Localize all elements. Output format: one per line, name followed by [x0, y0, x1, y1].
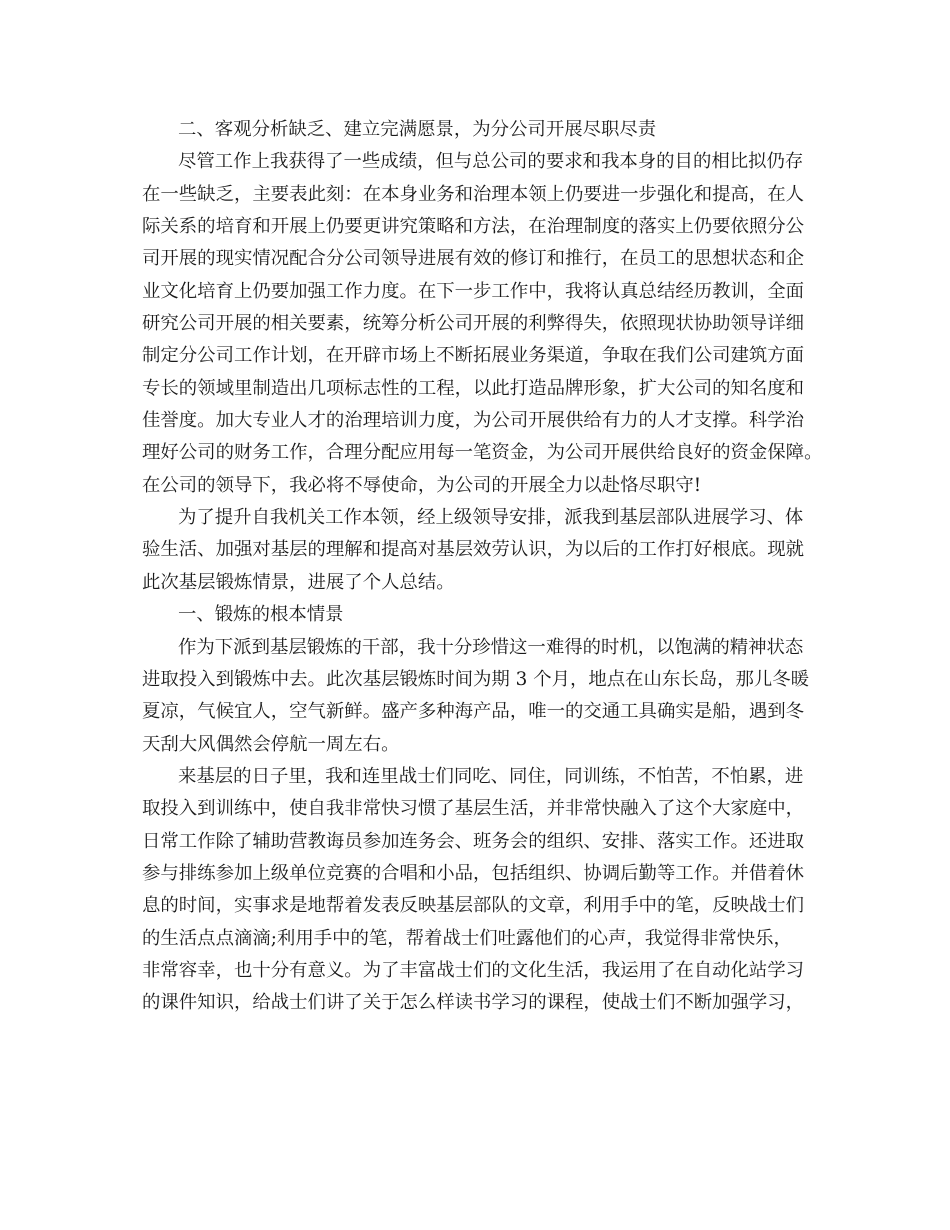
text-line: 验生活、加强对基层的理解和提高对基层效劳认识，为以后的工作打好根底。现就 [142, 539, 805, 561]
text-line: 息的时间，实事求是地帮着发表反映基层部队的文章，利用手中的笔，反映战士们 [142, 895, 805, 917]
text-line: 天刮大风偶然会停航一周左右。 [142, 733, 400, 755]
text-line: 非常容幸，也十分有意义。为了丰富战士们的文化生活，我运用了在自动化站学习 [142, 959, 805, 981]
text-line: 取投入到训练中，使自我非常快习惯了基层生活，并非常快融入了这个大家庭中， [142, 798, 805, 820]
text-line: 进取投入到锻炼中去。此次基层锻炼时间为期 3 个月，地点在山东长岛，那儿冬暖 [142, 668, 810, 690]
text-line: 一、锻炼的根本情景 [178, 604, 344, 626]
text-line: 二、客观分析缺乏、建立完满愿景，为分公司开展尽职尽责 [178, 119, 657, 140]
document-body [142, 114, 823, 1020]
text-line: 在一些缺乏，主要表此刻：在本身业务和治理本领上仍要进一步强化和提高，在人 [142, 183, 805, 205]
text-line: 司开展的现实情况配合分公司领导进展有效的修订和推行，在员工的思想状态和企 [142, 248, 805, 270]
text-line: 的生活点点滴滴;利用手中的笔，帮着战士们吐露他们的心声，我觉得非常快乐， [142, 927, 792, 949]
text-line: 参与排练参加上级单位竞赛的合唱和小品，包括组织、协调后勤等工作。并借着休 [142, 862, 805, 884]
text-line: 日常工作除了辅助营教诲员参加连务会、班务会的组织、安排、落实工作。还进取 [142, 830, 805, 852]
text-line: 夏凉，气候宜人，空气新鲜。盛产多种海产品，唯一的交通工具确实是船，遇到冬 [142, 701, 805, 723]
text-line: 此次基层锻炼情景，进展了个人总结。 [142, 571, 455, 593]
text-line: 的课件知识，给战士们讲了关于怎么样读书学习的课程，使战士们不断加强学习， [142, 992, 805, 1014]
text-line: 来基层的日子里，我和连里战士们同吃、同住，同训练，不怕苦，不怕累，进 [178, 765, 804, 787]
text-line: 为了提升自我机关工作本领，经上级领导安排，派我到基层部队进展学习、体 [178, 507, 804, 529]
text-line: 际关系的培育和开展上仍要更讲究策略和方法，在治理制度的落实上仍要依照分公 [142, 216, 805, 238]
text-line: 佳誉度。加大专业人才的治理培训力度，为公司开展供给有力的人才支撑。科学治 [142, 410, 805, 432]
text-line: 尽管工作上我获得了一些成绩，但与总公司的要求和我本身的目的相比拟仍存 [178, 151, 804, 173]
text-line: 在公司的领导下，我必将不辱使命，为公司的开展全力以赴恪尽职守! [142, 474, 702, 496]
text-line: 理好公司的财务工作，合理分配应用每一笔资金，为公司开展供给良好的资金保障。 [142, 442, 823, 464]
text-line: 业文化培育上仍要加强工作力度。在下一步工作中，我将认真总结经历教训，全面 [142, 280, 805, 302]
text-line: 研究公司开展的相关要素，统筹分析公司开展的利弊得失，依照现状协助领导详细 [142, 313, 805, 335]
text-line: 作为下派到基层锻炼的干部，我十分珍惜这一难得的时机，以饱满的精神状态 [178, 636, 804, 658]
text-line: 专长的领域里制造出几项标志性的工程，以此打造品牌形象，扩大公司的知名度和 [142, 377, 805, 399]
text-line: 制定分公司工作计划，在开辟市场上不断拓展业务渠道，争取在我们公司建筑方面 [142, 345, 805, 367]
